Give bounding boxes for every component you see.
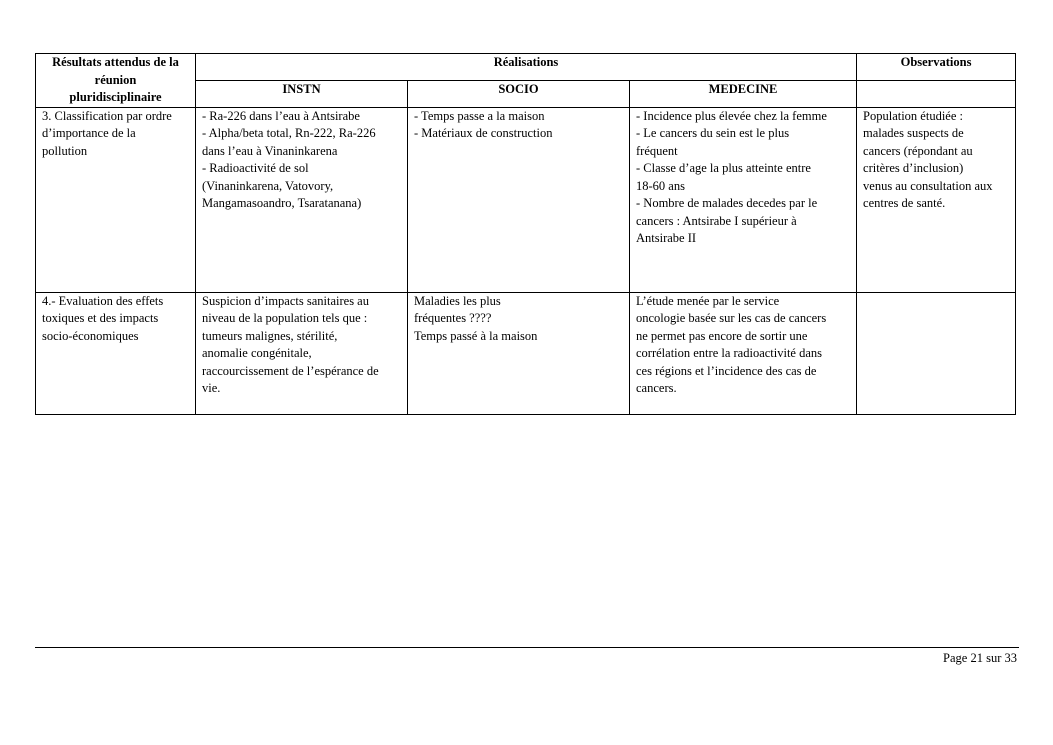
page-number: Page 21 sur 33 bbox=[943, 651, 1017, 665]
header-realisations: Réalisations bbox=[196, 54, 857, 81]
cell-resultat: 3. Classification par ordre d’importance de la pollution bbox=[36, 107, 196, 292]
cell-medecine: - Incidence plus élevée chez la femme - Le cancers du sein est le plus fréquent - Classe d’age la plus atteinte entre 18-60 ans - Nombre de malades decedes par le cancers : Antsirabe I supérieur à Antsirabe II bbox=[630, 107, 857, 292]
table-row bbox=[36, 292, 1016, 414]
header-resultats-attendus: Résultats attendus de la réunion pluridisciplinaire bbox=[36, 54, 196, 108]
cell-observations: Population étudiée : malades suspects de cancers (répondant au critères d’inclusion) venus au consultation aux centres de santé. bbox=[857, 107, 1016, 292]
cell-socio: Maladies les plus fréquentes ???? Temps passé à la maison bbox=[408, 292, 630, 414]
results-table bbox=[35, 53, 1016, 415]
header-observations: Observations bbox=[857, 54, 1016, 81]
cell-resultat: 4.- Evaluation des effets toxiques et des impacts socio-économiques bbox=[36, 292, 196, 414]
header-medecine: MEDECINE bbox=[630, 80, 857, 107]
footer-divider bbox=[35, 647, 1019, 648]
header-observations-empty bbox=[857, 80, 1016, 107]
cell-observations bbox=[857, 292, 1016, 414]
header-row-main bbox=[36, 54, 1016, 81]
header-socio: SOCIO bbox=[408, 80, 630, 107]
cell-instn: - Ra-226 dans l’eau à Antsirabe - Alpha/beta total, Rn-222, Ra-226 dans l’eau à Vinaninkarena - Radioactivité de sol (Vinaninkarena, Vatovory, Mangamasoandro, Tsaratanana) bbox=[196, 107, 408, 292]
header-instn: INSTN bbox=[196, 80, 408, 107]
table-row bbox=[36, 107, 1016, 292]
cell-instn: Suspicion d’impacts sanitaires au niveau de la population tels que : tumeurs malignes, stérilité, anomalie congénitale, raccourcissement de l’espérance de vie. bbox=[196, 292, 408, 414]
cell-socio: - Temps passe a la maison - Matériaux de construction bbox=[408, 107, 630, 292]
cell-medecine: L’étude menée par le service oncologie basée sur les cas de cancers ne permet pas encore de sortir une corrélation entre la radioactivité dans ces régions et l’incidence des cas de cancers. bbox=[630, 292, 857, 414]
